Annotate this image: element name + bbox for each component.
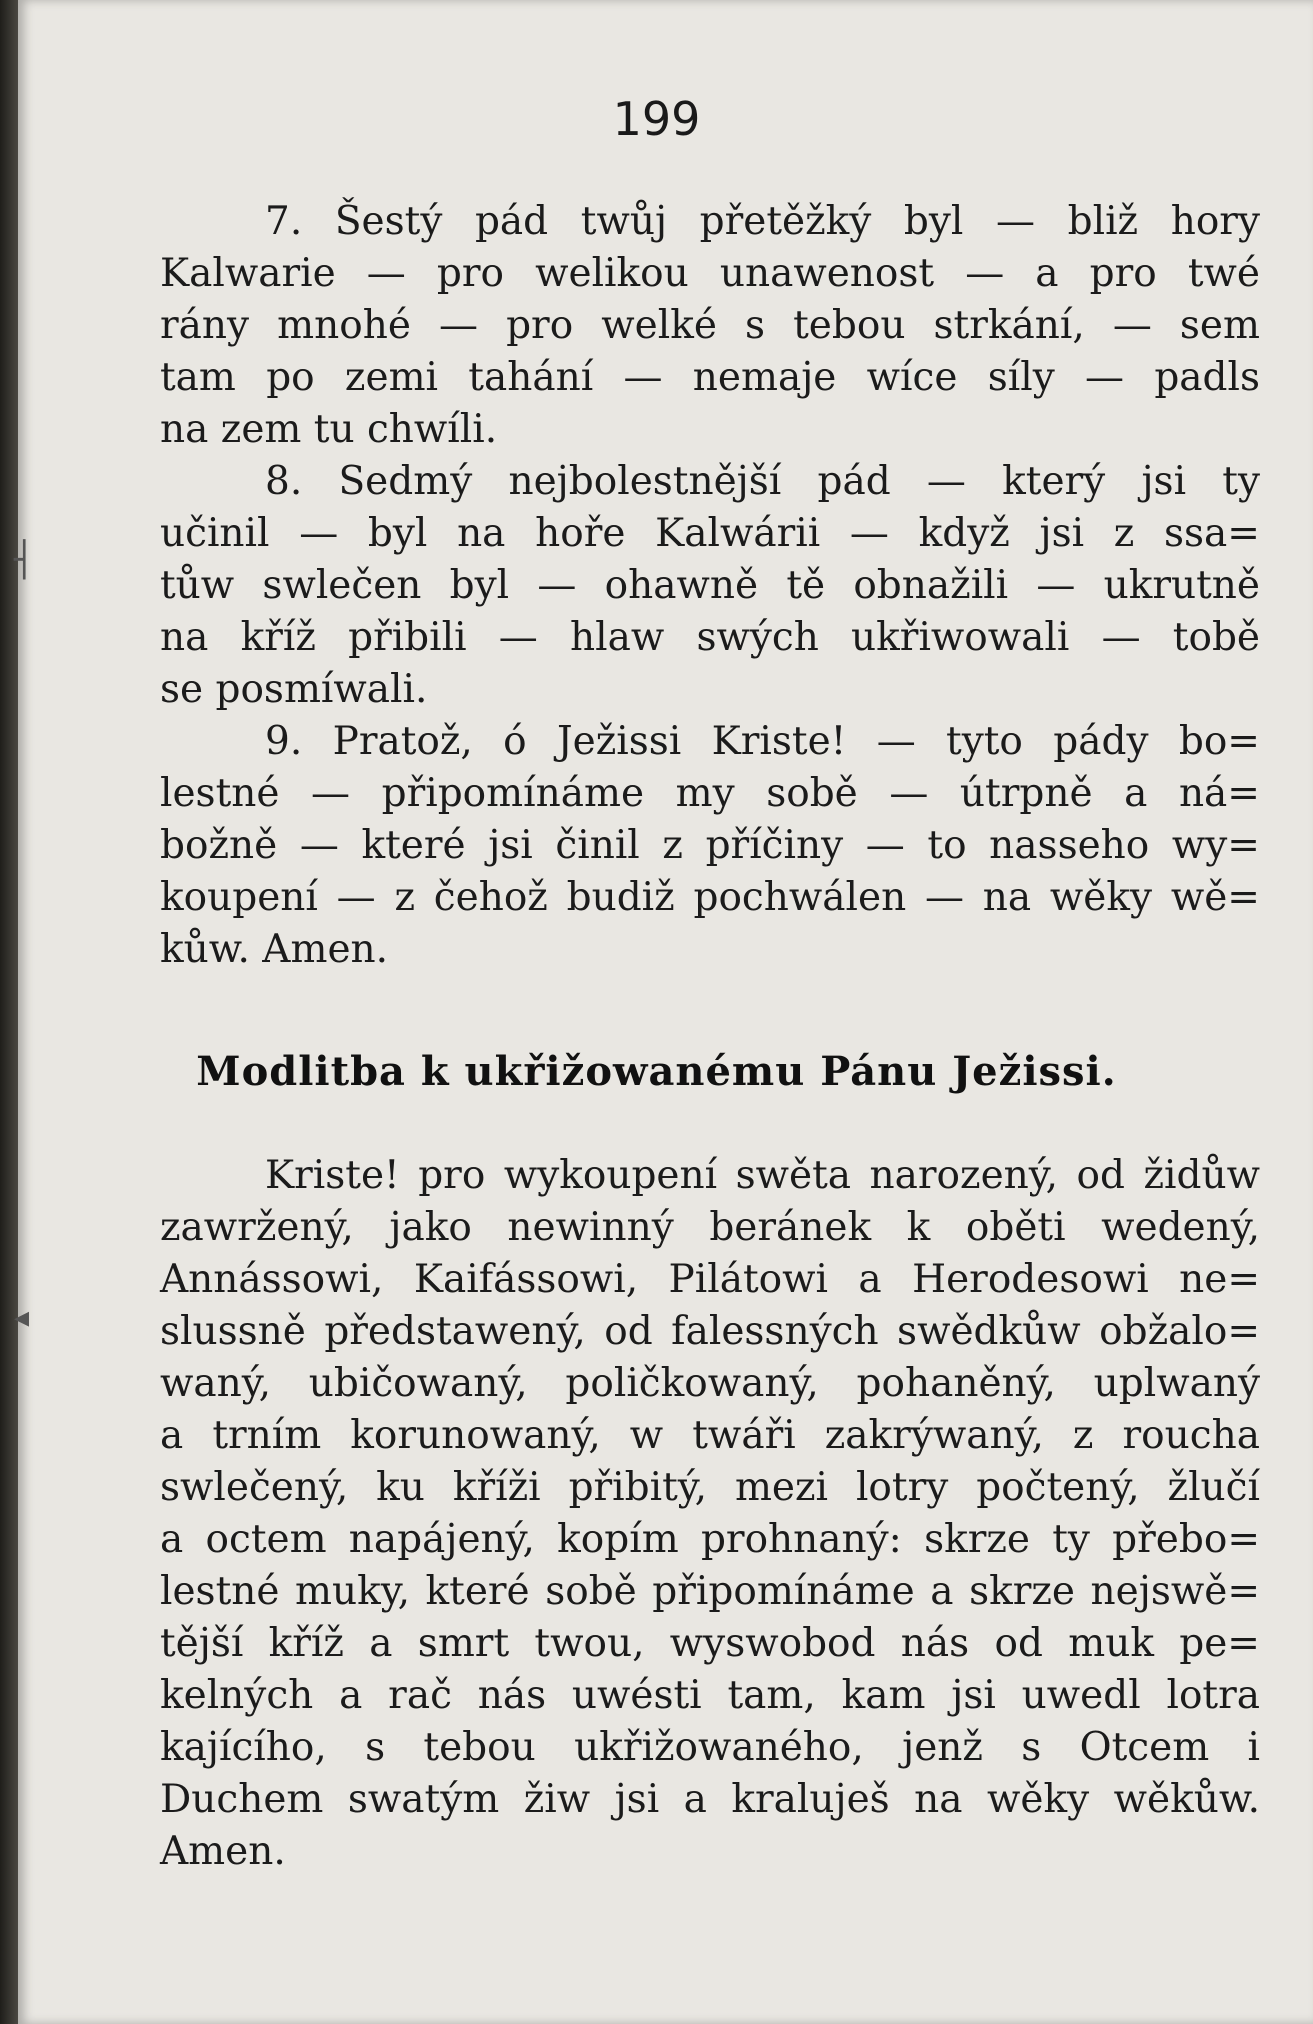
text-line: na kříž přibili — hlaw swých ukřiwowali — tobě [160,615,1260,660]
text-line: tější kříž a smrt twou, wyswobod nás od muk pe= [160,1621,1260,1666]
text-line: rány mnohé — pro welké s tebou strkání, — sem [160,303,1260,348]
text-line: waný, ubičowaný, poličkowaný, pohaněný, uplwaný [160,1361,1260,1406]
page-number: 199 [612,92,701,146]
margin-tick-mark: ┤ [14,540,35,580]
text-line: lestné muky, které sobě připomínáme a skrze nejswě= [160,1569,1260,1614]
prayer-heading: Modlitba k ukřižowanému Pánu Ježissi. [196,1048,1117,1095]
text-line: Amen. [160,1829,286,1874]
text-line: 9. Pratož, ó Ježissi Kriste! — tyto pády bo= [265,719,1260,764]
text-line: kelných a rač nás uwésti tam, kam jsi uwedl lotra [160,1673,1260,1718]
text-line: lestné — připomínáme my sobě — útrpně a ná= [160,771,1260,816]
text-line: a octem napájený, kopím prohnaný: skrze ty přebo= [160,1517,1260,1562]
text-line: zawržený, jako newinný beránek k oběti wedený, [160,1205,1260,1250]
book-spine [0,0,18,2024]
text-line: tam po zemi tahání — nemaje wíce síly — padls [160,355,1260,400]
margin-arrow-mark: ◂ [14,1300,30,1335]
text-line: 7. Šestý pád twůj přetěžký byl — bliž hory [265,199,1260,244]
text-line: Kriste! pro wykoupení swěta narozený, od židůw [265,1153,1260,1198]
text-line: slussně předstawený, od falessných swědkůw obžalo= [160,1309,1260,1354]
text-line: božně — které jsi činil z příčiny — to nasseho wy= [160,823,1260,868]
text-line: tůw swlečen byl — ohawně tě obnažili — ukrutně [160,563,1260,608]
text-line: 8. Sedmý nejbolestnější pád — který jsi ty [265,459,1260,504]
text-line: kůw. Amen. [160,927,389,972]
text-line: Kalwarie — pro welikou unawenost — a pro twé [160,251,1260,296]
text-line: Duchem swatým žiw jsi a kraluješ na wěky wěkůw. [160,1777,1260,1822]
text-line: kajícího, s tebou ukřižowaného, jenž s Otcem i [160,1725,1260,1770]
prayer-text [160,1150,1260,1878]
text-line: swlečený, ku kříži přibitý, mezi lotry počtený, žlučí [160,1465,1260,1510]
text-line: na zem tu chwíli. [160,407,498,452]
text-line: Annássowi, Kaifássowi, Pilátowi a Herodesowi ne= [160,1257,1260,1302]
text-line: učinil — byl na hoře Kalwárii — když jsi z ssa= [160,511,1260,556]
section-stations-text [160,196,1260,976]
text-line: koupení — z čehož budiž pochwálen — na wěky wě= [160,875,1260,920]
text-line: se posmíwali. [160,667,428,712]
text-line: a trním korunowaný, w twáři zakrýwaný, z roucha [160,1413,1260,1458]
